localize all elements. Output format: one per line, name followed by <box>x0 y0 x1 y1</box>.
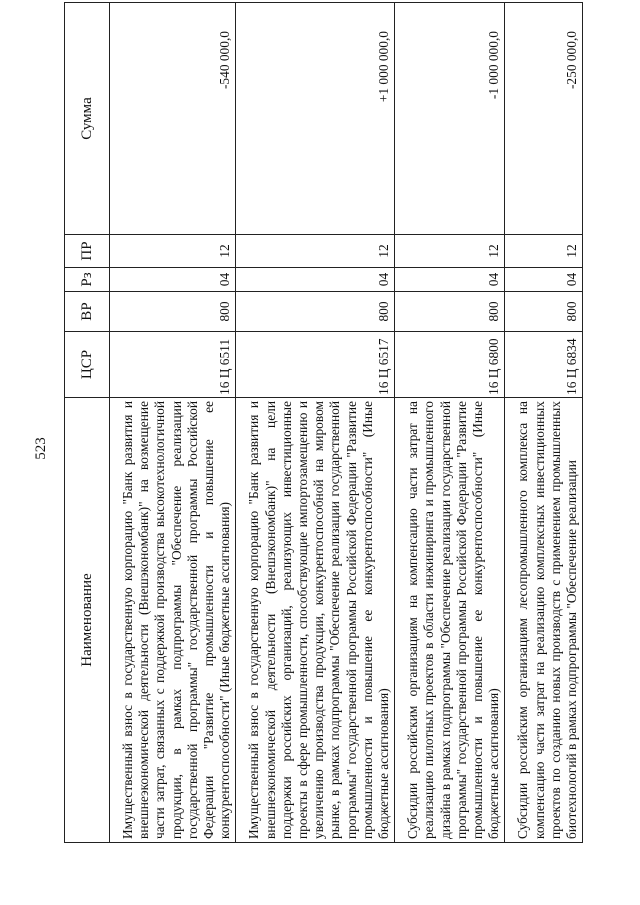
row-name: Имущественный взнос в государственную корпорацию "Банк развития и внешнеэкономической деятельности (Внешэкономбанк)" на цели поддержки российских организаций, реализующих инвестиционные проекты в сфере промышленности, способствующие импортозамещению и увеличению производства продукции, конкурентоспособной на мировом рынке, в рамках подпрограммы "Обеспечение реализации государственной программы" государственной программы Российской Федерации "Развитие промышленности и повышение ее конкурентоспособности" (Иные бюджетные ассигнования) <box>236 398 395 843</box>
row-sum: -1 000 000,0 <box>395 3 505 235</box>
row-name: Субсидии российским организациям лесопромышленного комплекса на компенсацию части затрат на реализацию комплексных инвестиционных проектов по созданию новых производств с применением промышленных биотехнологий в рамках подпрограммы "Обеспечение реализации <box>505 398 583 843</box>
table-header-row <box>65 3 110 843</box>
table-row <box>505 3 583 843</box>
row-vr: 800 <box>110 292 236 332</box>
header-sum: Сумма <box>65 3 110 235</box>
row-rz: 04 <box>505 268 583 292</box>
row-vr: 800 <box>236 292 395 332</box>
row-sum: -250 000,0 <box>505 3 583 235</box>
row-pr: 12 <box>236 235 395 268</box>
budget-table <box>64 2 583 843</box>
row-sum: -540 000,0 <box>110 3 236 235</box>
header-name: Наименование <box>65 398 110 843</box>
row-rz: 04 <box>236 268 395 292</box>
row-vr: 800 <box>505 292 583 332</box>
row-pr: 12 <box>110 235 236 268</box>
table-row <box>236 3 395 843</box>
row-pr: 12 <box>505 235 583 268</box>
table-row <box>110 3 236 843</box>
row-name: Имущественный взнос в государственную корпорацию "Банк развития и внешнеэкономической деятельности (Внешэкономбанк)" на возмещение части затрат, связанных с поддержкой производства высокотехнологичной продукции, в рамках подпрограммы "Обеспечение реализации государственной программы" государственной программы Российской Федерации "Развитие промышленности и повышение ее конкурентоспособности" (Иные бюджетные ассигнования) <box>110 398 236 843</box>
row-name: Субсидии российским организациям на компенсацию части затрат на реализацию пилотных проектов в области инжиниринга и промышленного дизайна в рамках подпрограммы "Обеспечение реализации государственной программы" государственной программы Российской Федерации "Развитие промышленности и повышение ее конкурентоспособности" (Иные бюджетные ассигнования) <box>395 398 505 843</box>
header-csr: ЦСР <box>65 332 110 398</box>
row-csr: 16 Ц 6511 <box>110 332 236 398</box>
row-vr: 800 <box>395 292 505 332</box>
row-rz: 04 <box>110 268 236 292</box>
table-row <box>395 3 505 843</box>
row-rz: 04 <box>395 268 505 292</box>
row-pr: 12 <box>395 235 505 268</box>
header-rz: Рз <box>65 268 110 292</box>
page-number: 523 <box>32 437 49 460</box>
budget-table-page <box>64 3 580 843</box>
row-sum: +1 000 000,0 <box>236 3 395 235</box>
header-vr: ВР <box>65 292 110 332</box>
row-csr: 16 Ц 6517 <box>236 332 395 398</box>
header-pr: ПР <box>65 235 110 268</box>
row-csr: 16 Ц 6800 <box>395 332 505 398</box>
row-csr: 16 Ц 6834 <box>505 332 583 398</box>
